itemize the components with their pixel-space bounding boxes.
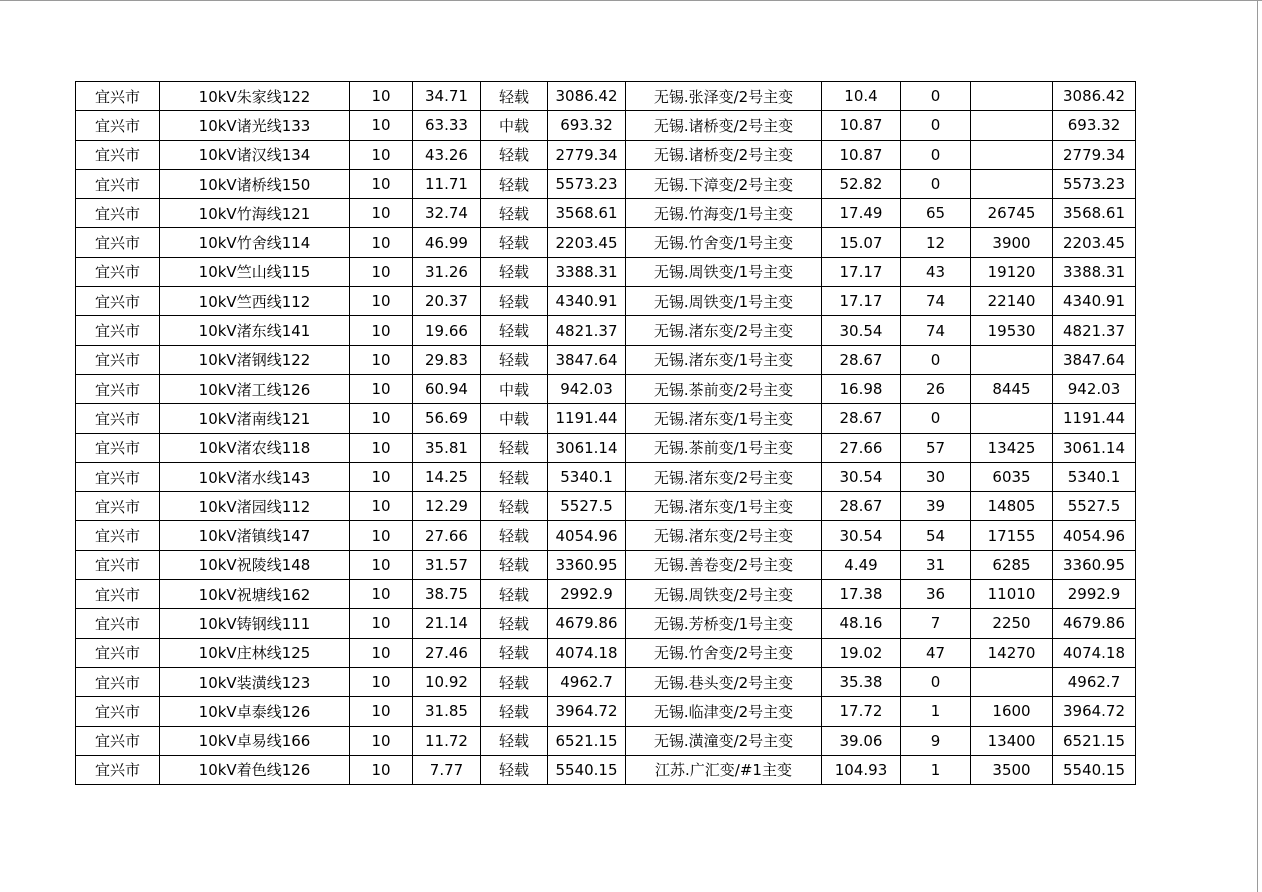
remaining-capacity-cell: 5573.23 bbox=[1053, 169, 1136, 198]
feeder-name-cell: 10kV竹海线121 bbox=[160, 199, 350, 228]
load-rate-cell: 46.99 bbox=[413, 228, 481, 257]
voltage-cell: 10 bbox=[350, 287, 413, 316]
substation-transformer-cell: 无锡.下漳变/2号主变 bbox=[626, 169, 822, 198]
substation-transformer-cell: 无锡.临津变/2号主变 bbox=[626, 697, 822, 726]
available-capacity-cell: 3847.64 bbox=[548, 345, 626, 374]
capacity-cell: 8445 bbox=[971, 374, 1053, 403]
capacity-cell: 3500 bbox=[971, 755, 1053, 784]
capacity-cell: 13425 bbox=[971, 433, 1053, 462]
available-capacity-cell: 5573.23 bbox=[548, 169, 626, 198]
capacity-cell: 22140 bbox=[971, 287, 1053, 316]
count-cell: 1 bbox=[901, 755, 971, 784]
count-cell: 31 bbox=[901, 550, 971, 579]
voltage-cell: 10 bbox=[350, 550, 413, 579]
substation-transformer-cell: 无锡.渚东变/1号主变 bbox=[626, 345, 822, 374]
remaining-capacity-cell: 4340.91 bbox=[1053, 287, 1136, 316]
city-cell: 宜兴市 bbox=[76, 345, 160, 374]
feeder-name-cell: 10kV庄林线125 bbox=[160, 638, 350, 667]
page-top-border bbox=[0, 0, 1262, 1]
count-cell: 74 bbox=[901, 287, 971, 316]
city-cell: 宜兴市 bbox=[76, 521, 160, 550]
table-row bbox=[76, 492, 1136, 521]
capacity-cell bbox=[971, 404, 1053, 433]
capacity-cell: 2250 bbox=[971, 609, 1053, 638]
load-rate-cell: 19.66 bbox=[413, 316, 481, 345]
available-capacity-cell: 5527.5 bbox=[548, 492, 626, 521]
load-rate-cell: 31.26 bbox=[413, 257, 481, 286]
city-cell: 宜兴市 bbox=[76, 111, 160, 140]
load-rate-cell: 43.26 bbox=[413, 140, 481, 169]
count-cell: 36 bbox=[901, 580, 971, 609]
city-cell: 宜兴市 bbox=[76, 755, 160, 784]
load-status-cell: 轻载 bbox=[481, 521, 548, 550]
feeder-name-cell: 10kV卓泰线126 bbox=[160, 697, 350, 726]
available-capacity-cell: 3388.31 bbox=[548, 257, 626, 286]
substation-transformer-cell: 无锡.善卷变/2号主变 bbox=[626, 550, 822, 579]
voltage-cell: 10 bbox=[350, 726, 413, 755]
load-status-cell: 轻载 bbox=[481, 257, 548, 286]
remaining-capacity-cell: 3086.42 bbox=[1053, 82, 1136, 111]
load-rate-cell: 27.66 bbox=[413, 521, 481, 550]
substation-transformer-cell: 无锡.周铁变/1号主变 bbox=[626, 257, 822, 286]
count-cell: 0 bbox=[901, 404, 971, 433]
count-cell: 47 bbox=[901, 638, 971, 667]
transformer-load-cell: 30.54 bbox=[822, 462, 901, 491]
table-row bbox=[76, 257, 1136, 286]
feeder-name-cell: 10kV渚南线121 bbox=[160, 404, 350, 433]
transformer-load-cell: 15.07 bbox=[822, 228, 901, 257]
load-status-cell: 轻载 bbox=[481, 492, 548, 521]
remaining-capacity-cell: 3388.31 bbox=[1053, 257, 1136, 286]
transformer-load-cell: 19.02 bbox=[822, 638, 901, 667]
count-cell: 39 bbox=[901, 492, 971, 521]
transformer-load-cell: 39.06 bbox=[822, 726, 901, 755]
transformer-load-cell: 10.87 bbox=[822, 111, 901, 140]
voltage-cell: 10 bbox=[350, 169, 413, 198]
load-rate-cell: 20.37 bbox=[413, 287, 481, 316]
load-rate-cell: 14.25 bbox=[413, 462, 481, 491]
load-rate-cell: 32.74 bbox=[413, 199, 481, 228]
remaining-capacity-cell: 2992.9 bbox=[1053, 580, 1136, 609]
feeder-name-cell: 10kV祝塘线162 bbox=[160, 580, 350, 609]
remaining-capacity-cell: 3568.61 bbox=[1053, 199, 1136, 228]
table-row bbox=[76, 82, 1136, 111]
load-rate-cell: 29.83 bbox=[413, 345, 481, 374]
count-cell: 30 bbox=[901, 462, 971, 491]
city-cell: 宜兴市 bbox=[76, 580, 160, 609]
city-cell: 宜兴市 bbox=[76, 228, 160, 257]
table-row bbox=[76, 726, 1136, 755]
city-cell: 宜兴市 bbox=[76, 697, 160, 726]
available-capacity-cell: 942.03 bbox=[548, 374, 626, 403]
substation-transformer-cell: 无锡.渚东变/2号主变 bbox=[626, 316, 822, 345]
load-status-cell: 轻载 bbox=[481, 755, 548, 784]
capacity-cell bbox=[971, 345, 1053, 374]
voltage-cell: 10 bbox=[350, 580, 413, 609]
table-row bbox=[76, 345, 1136, 374]
city-cell: 宜兴市 bbox=[76, 404, 160, 433]
substation-transformer-cell: 无锡.诸桥变/2号主变 bbox=[626, 111, 822, 140]
substation-transformer-cell: 无锡.竹舍变/2号主变 bbox=[626, 638, 822, 667]
table-row bbox=[76, 111, 1136, 140]
capacity-cell bbox=[971, 667, 1053, 696]
transformer-load-cell: 48.16 bbox=[822, 609, 901, 638]
transformer-load-cell: 17.49 bbox=[822, 199, 901, 228]
count-cell: 7 bbox=[901, 609, 971, 638]
capacity-cell: 26745 bbox=[971, 199, 1053, 228]
substation-transformer-cell: 无锡.渚东变/2号主变 bbox=[626, 521, 822, 550]
feeder-name-cell: 10kV卓易线166 bbox=[160, 726, 350, 755]
transformer-load-cell: 27.66 bbox=[822, 433, 901, 462]
remaining-capacity-cell: 4679.86 bbox=[1053, 609, 1136, 638]
table-row bbox=[76, 404, 1136, 433]
load-status-cell: 轻载 bbox=[481, 638, 548, 667]
count-cell: 26 bbox=[901, 374, 971, 403]
load-status-cell: 轻载 bbox=[481, 169, 548, 198]
capacity-cell: 11010 bbox=[971, 580, 1053, 609]
count-cell: 74 bbox=[901, 316, 971, 345]
available-capacity-cell: 3086.42 bbox=[548, 82, 626, 111]
remaining-capacity-cell: 693.32 bbox=[1053, 111, 1136, 140]
substation-transformer-cell: 无锡.周铁变/2号主变 bbox=[626, 580, 822, 609]
voltage-cell: 10 bbox=[350, 462, 413, 491]
count-cell: 0 bbox=[901, 140, 971, 169]
available-capacity-cell: 4962.7 bbox=[548, 667, 626, 696]
city-cell: 宜兴市 bbox=[76, 609, 160, 638]
city-cell: 宜兴市 bbox=[76, 550, 160, 579]
remaining-capacity-cell: 4962.7 bbox=[1053, 667, 1136, 696]
feeder-name-cell: 10kV竺西线112 bbox=[160, 287, 350, 316]
feeder-name-cell: 10kV渚东线141 bbox=[160, 316, 350, 345]
load-status-cell: 轻载 bbox=[481, 228, 548, 257]
substation-transformer-cell: 无锡.芳桥变/1号主变 bbox=[626, 609, 822, 638]
available-capacity-cell: 4054.96 bbox=[548, 521, 626, 550]
capacity-cell bbox=[971, 140, 1053, 169]
transformer-load-cell: 28.67 bbox=[822, 492, 901, 521]
table-row bbox=[76, 433, 1136, 462]
available-capacity-cell: 2992.9 bbox=[548, 580, 626, 609]
available-capacity-cell: 5340.1 bbox=[548, 462, 626, 491]
load-status-cell: 轻载 bbox=[481, 462, 548, 491]
count-cell: 57 bbox=[901, 433, 971, 462]
table-row bbox=[76, 462, 1136, 491]
load-rate-cell: 7.77 bbox=[413, 755, 481, 784]
remaining-capacity-cell: 942.03 bbox=[1053, 374, 1136, 403]
load-rate-cell: 63.33 bbox=[413, 111, 481, 140]
transformer-load-cell: 30.54 bbox=[822, 316, 901, 345]
count-cell: 43 bbox=[901, 257, 971, 286]
feeder-name-cell: 10kV渚农线118 bbox=[160, 433, 350, 462]
count-cell: 54 bbox=[901, 521, 971, 550]
remaining-capacity-cell: 4054.96 bbox=[1053, 521, 1136, 550]
voltage-cell: 10 bbox=[350, 697, 413, 726]
load-rate-cell: 27.46 bbox=[413, 638, 481, 667]
remaining-capacity-cell: 5527.5 bbox=[1053, 492, 1136, 521]
substation-transformer-cell: 江苏.广汇变/#1主变 bbox=[626, 755, 822, 784]
transformer-load-cell: 4.49 bbox=[822, 550, 901, 579]
transformer-load-cell: 28.67 bbox=[822, 404, 901, 433]
feeder-name-cell: 10kV渚工线126 bbox=[160, 374, 350, 403]
available-capacity-cell: 2203.45 bbox=[548, 228, 626, 257]
voltage-cell: 10 bbox=[350, 521, 413, 550]
capacity-cell: 13400 bbox=[971, 726, 1053, 755]
table-row bbox=[76, 638, 1136, 667]
substation-transformer-cell: 无锡.渚东变/1号主变 bbox=[626, 404, 822, 433]
load-status-cell: 轻载 bbox=[481, 82, 548, 111]
load-status-cell: 轻载 bbox=[481, 609, 548, 638]
voltage-cell: 10 bbox=[350, 433, 413, 462]
city-cell: 宜兴市 bbox=[76, 169, 160, 198]
available-capacity-cell: 693.32 bbox=[548, 111, 626, 140]
city-cell: 宜兴市 bbox=[76, 492, 160, 521]
count-cell: 0 bbox=[901, 169, 971, 198]
load-rate-cell: 11.71 bbox=[413, 169, 481, 198]
substation-transformer-cell: 无锡.张泽变/2号主变 bbox=[626, 82, 822, 111]
substation-transformer-cell: 无锡.茶前变/2号主变 bbox=[626, 374, 822, 403]
transformer-load-cell: 30.54 bbox=[822, 521, 901, 550]
city-cell: 宜兴市 bbox=[76, 638, 160, 667]
city-cell: 宜兴市 bbox=[76, 199, 160, 228]
load-status-cell: 轻载 bbox=[481, 726, 548, 755]
voltage-cell: 10 bbox=[350, 111, 413, 140]
voltage-cell: 10 bbox=[350, 638, 413, 667]
transformer-load-cell: 16.98 bbox=[822, 374, 901, 403]
substation-transformer-cell: 无锡.渚东变/1号主变 bbox=[626, 492, 822, 521]
city-cell: 宜兴市 bbox=[76, 316, 160, 345]
remaining-capacity-cell: 1191.44 bbox=[1053, 404, 1136, 433]
transformer-load-cell: 28.67 bbox=[822, 345, 901, 374]
available-capacity-cell: 3360.95 bbox=[548, 550, 626, 579]
capacity-cell: 6035 bbox=[971, 462, 1053, 491]
available-capacity-cell: 4821.37 bbox=[548, 316, 626, 345]
load-status-cell: 中载 bbox=[481, 111, 548, 140]
city-cell: 宜兴市 bbox=[76, 257, 160, 286]
transformer-load-cell: 17.72 bbox=[822, 697, 901, 726]
load-rate-cell: 35.81 bbox=[413, 433, 481, 462]
feeder-name-cell: 10kV渚镇线147 bbox=[160, 521, 350, 550]
capacity-cell: 1600 bbox=[971, 697, 1053, 726]
load-status-cell: 中载 bbox=[481, 374, 548, 403]
capacity-cell bbox=[971, 169, 1053, 198]
load-status-cell: 轻载 bbox=[481, 140, 548, 169]
feeder-name-cell: 10kV装潢线123 bbox=[160, 667, 350, 696]
voltage-cell: 10 bbox=[350, 667, 413, 696]
table-row bbox=[76, 580, 1136, 609]
load-rate-cell: 38.75 bbox=[413, 580, 481, 609]
transformer-load-cell: 17.17 bbox=[822, 257, 901, 286]
remaining-capacity-cell: 6521.15 bbox=[1053, 726, 1136, 755]
remaining-capacity-cell: 3360.95 bbox=[1053, 550, 1136, 579]
load-status-cell: 轻载 bbox=[481, 667, 548, 696]
transformer-load-cell: 10.87 bbox=[822, 140, 901, 169]
capacity-cell: 3900 bbox=[971, 228, 1053, 257]
feeder-name-cell: 10kV渚钢线122 bbox=[160, 345, 350, 374]
substation-transformer-cell: 无锡.渚东变/2号主变 bbox=[626, 462, 822, 491]
remaining-capacity-cell: 2203.45 bbox=[1053, 228, 1136, 257]
transformer-load-cell: 10.4 bbox=[822, 82, 901, 111]
transformer-load-cell: 35.38 bbox=[822, 667, 901, 696]
available-capacity-cell: 6521.15 bbox=[548, 726, 626, 755]
load-rate-cell: 56.69 bbox=[413, 404, 481, 433]
count-cell: 65 bbox=[901, 199, 971, 228]
substation-transformer-cell: 无锡.茶前变/1号主变 bbox=[626, 433, 822, 462]
count-cell: 0 bbox=[901, 667, 971, 696]
table-row bbox=[76, 228, 1136, 257]
table-row bbox=[76, 667, 1136, 696]
voltage-cell: 10 bbox=[350, 140, 413, 169]
table-row bbox=[76, 140, 1136, 169]
count-cell: 0 bbox=[901, 345, 971, 374]
load-rate-cell: 12.29 bbox=[413, 492, 481, 521]
city-cell: 宜兴市 bbox=[76, 287, 160, 316]
page-right-border bbox=[1257, 0, 1258, 892]
load-rate-cell: 31.57 bbox=[413, 550, 481, 579]
load-rate-cell: 34.71 bbox=[413, 82, 481, 111]
table-row bbox=[76, 199, 1136, 228]
feeder-name-cell: 10kV诸汉线134 bbox=[160, 140, 350, 169]
voltage-cell: 10 bbox=[350, 316, 413, 345]
available-capacity-cell: 4074.18 bbox=[548, 638, 626, 667]
feeder-name-cell: 10kV渚园线112 bbox=[160, 492, 350, 521]
capacity-cell bbox=[971, 82, 1053, 111]
remaining-capacity-cell: 4821.37 bbox=[1053, 316, 1136, 345]
feeder-name-cell: 10kV铸钢线111 bbox=[160, 609, 350, 638]
table-row bbox=[76, 697, 1136, 726]
feeder-name-cell: 10kV着色线126 bbox=[160, 755, 350, 784]
remaining-capacity-cell: 3061.14 bbox=[1053, 433, 1136, 462]
capacity-cell: 14805 bbox=[971, 492, 1053, 521]
load-status-cell: 中载 bbox=[481, 404, 548, 433]
load-status-cell: 轻载 bbox=[481, 550, 548, 579]
feeder-name-cell: 10kV诸光线133 bbox=[160, 111, 350, 140]
remaining-capacity-cell: 5540.15 bbox=[1053, 755, 1136, 784]
count-cell: 0 bbox=[901, 111, 971, 140]
table-row bbox=[76, 169, 1136, 198]
city-cell: 宜兴市 bbox=[76, 82, 160, 111]
substation-transformer-cell: 无锡.周铁变/1号主变 bbox=[626, 287, 822, 316]
transformer-load-cell: 17.17 bbox=[822, 287, 901, 316]
table-row bbox=[76, 521, 1136, 550]
remaining-capacity-cell: 3847.64 bbox=[1053, 345, 1136, 374]
load-rate-cell: 11.72 bbox=[413, 726, 481, 755]
capacity-cell bbox=[971, 111, 1053, 140]
available-capacity-cell: 3061.14 bbox=[548, 433, 626, 462]
load-rate-cell: 31.85 bbox=[413, 697, 481, 726]
voltage-cell: 10 bbox=[350, 228, 413, 257]
capacity-cell: 19530 bbox=[971, 316, 1053, 345]
substation-transformer-cell: 无锡.竹海变/1号主变 bbox=[626, 199, 822, 228]
available-capacity-cell: 2779.34 bbox=[548, 140, 626, 169]
feeder-name-cell: 10kV祝陵线148 bbox=[160, 550, 350, 579]
feeder-name-cell: 10kV竹舍线114 bbox=[160, 228, 350, 257]
available-capacity-cell: 1191.44 bbox=[548, 404, 626, 433]
load-status-cell: 轻载 bbox=[481, 287, 548, 316]
available-capacity-cell: 3568.61 bbox=[548, 199, 626, 228]
feeder-name-cell: 10kV朱家线122 bbox=[160, 82, 350, 111]
feeder-name-cell: 10kV竺山线115 bbox=[160, 257, 350, 286]
transformer-load-cell: 104.93 bbox=[822, 755, 901, 784]
voltage-cell: 10 bbox=[350, 199, 413, 228]
voltage-cell: 10 bbox=[350, 492, 413, 521]
table-row bbox=[76, 755, 1136, 784]
remaining-capacity-cell: 4074.18 bbox=[1053, 638, 1136, 667]
load-rate-cell: 60.94 bbox=[413, 374, 481, 403]
transformer-load-cell: 52.82 bbox=[822, 169, 901, 198]
voltage-cell: 10 bbox=[350, 257, 413, 286]
remaining-capacity-cell: 3964.72 bbox=[1053, 697, 1136, 726]
feeder-name-cell: 10kV诸桥线150 bbox=[160, 169, 350, 198]
count-cell: 12 bbox=[901, 228, 971, 257]
capacity-cell: 6285 bbox=[971, 550, 1053, 579]
transformer-load-cell: 17.38 bbox=[822, 580, 901, 609]
load-status-cell: 轻载 bbox=[481, 199, 548, 228]
feeder-name-cell: 10kV渚水线143 bbox=[160, 462, 350, 491]
voltage-cell: 10 bbox=[350, 374, 413, 403]
capacity-cell: 17155 bbox=[971, 521, 1053, 550]
capacity-cell: 19120 bbox=[971, 257, 1053, 286]
load-status-cell: 轻载 bbox=[481, 433, 548, 462]
available-capacity-cell: 4340.91 bbox=[548, 287, 626, 316]
load-status-cell: 轻载 bbox=[481, 345, 548, 374]
load-status-cell: 轻载 bbox=[481, 697, 548, 726]
city-cell: 宜兴市 bbox=[76, 433, 160, 462]
table-row bbox=[76, 609, 1136, 638]
city-cell: 宜兴市 bbox=[76, 726, 160, 755]
voltage-cell: 10 bbox=[350, 404, 413, 433]
table-row bbox=[76, 287, 1136, 316]
available-capacity-cell: 4679.86 bbox=[548, 609, 626, 638]
available-capacity-cell: 5540.15 bbox=[548, 755, 626, 784]
remaining-capacity-cell: 2779.34 bbox=[1053, 140, 1136, 169]
table-body bbox=[76, 82, 1136, 785]
feeder-load-table bbox=[75, 81, 1136, 785]
count-cell: 9 bbox=[901, 726, 971, 755]
city-cell: 宜兴市 bbox=[76, 374, 160, 403]
capacity-cell: 14270 bbox=[971, 638, 1053, 667]
count-cell: 1 bbox=[901, 697, 971, 726]
city-cell: 宜兴市 bbox=[76, 667, 160, 696]
substation-transformer-cell: 无锡.诸桥变/2号主变 bbox=[626, 140, 822, 169]
substation-transformer-cell: 无锡.潢潼变/2号主变 bbox=[626, 726, 822, 755]
substation-transformer-cell: 无锡.巷头变/2号主变 bbox=[626, 667, 822, 696]
load-status-cell: 轻载 bbox=[481, 316, 548, 345]
voltage-cell: 10 bbox=[350, 345, 413, 374]
load-rate-cell: 10.92 bbox=[413, 667, 481, 696]
city-cell: 宜兴市 bbox=[76, 462, 160, 491]
substation-transformer-cell: 无锡.竹舍变/1号主变 bbox=[626, 228, 822, 257]
table-row bbox=[76, 374, 1136, 403]
load-status-cell: 轻载 bbox=[481, 580, 548, 609]
table-row bbox=[76, 316, 1136, 345]
count-cell: 0 bbox=[901, 82, 971, 111]
load-rate-cell: 21.14 bbox=[413, 609, 481, 638]
voltage-cell: 10 bbox=[350, 755, 413, 784]
voltage-cell: 10 bbox=[350, 82, 413, 111]
remaining-capacity-cell: 5340.1 bbox=[1053, 462, 1136, 491]
voltage-cell: 10 bbox=[350, 609, 413, 638]
available-capacity-cell: 3964.72 bbox=[548, 697, 626, 726]
city-cell: 宜兴市 bbox=[76, 140, 160, 169]
table-row bbox=[76, 550, 1136, 579]
